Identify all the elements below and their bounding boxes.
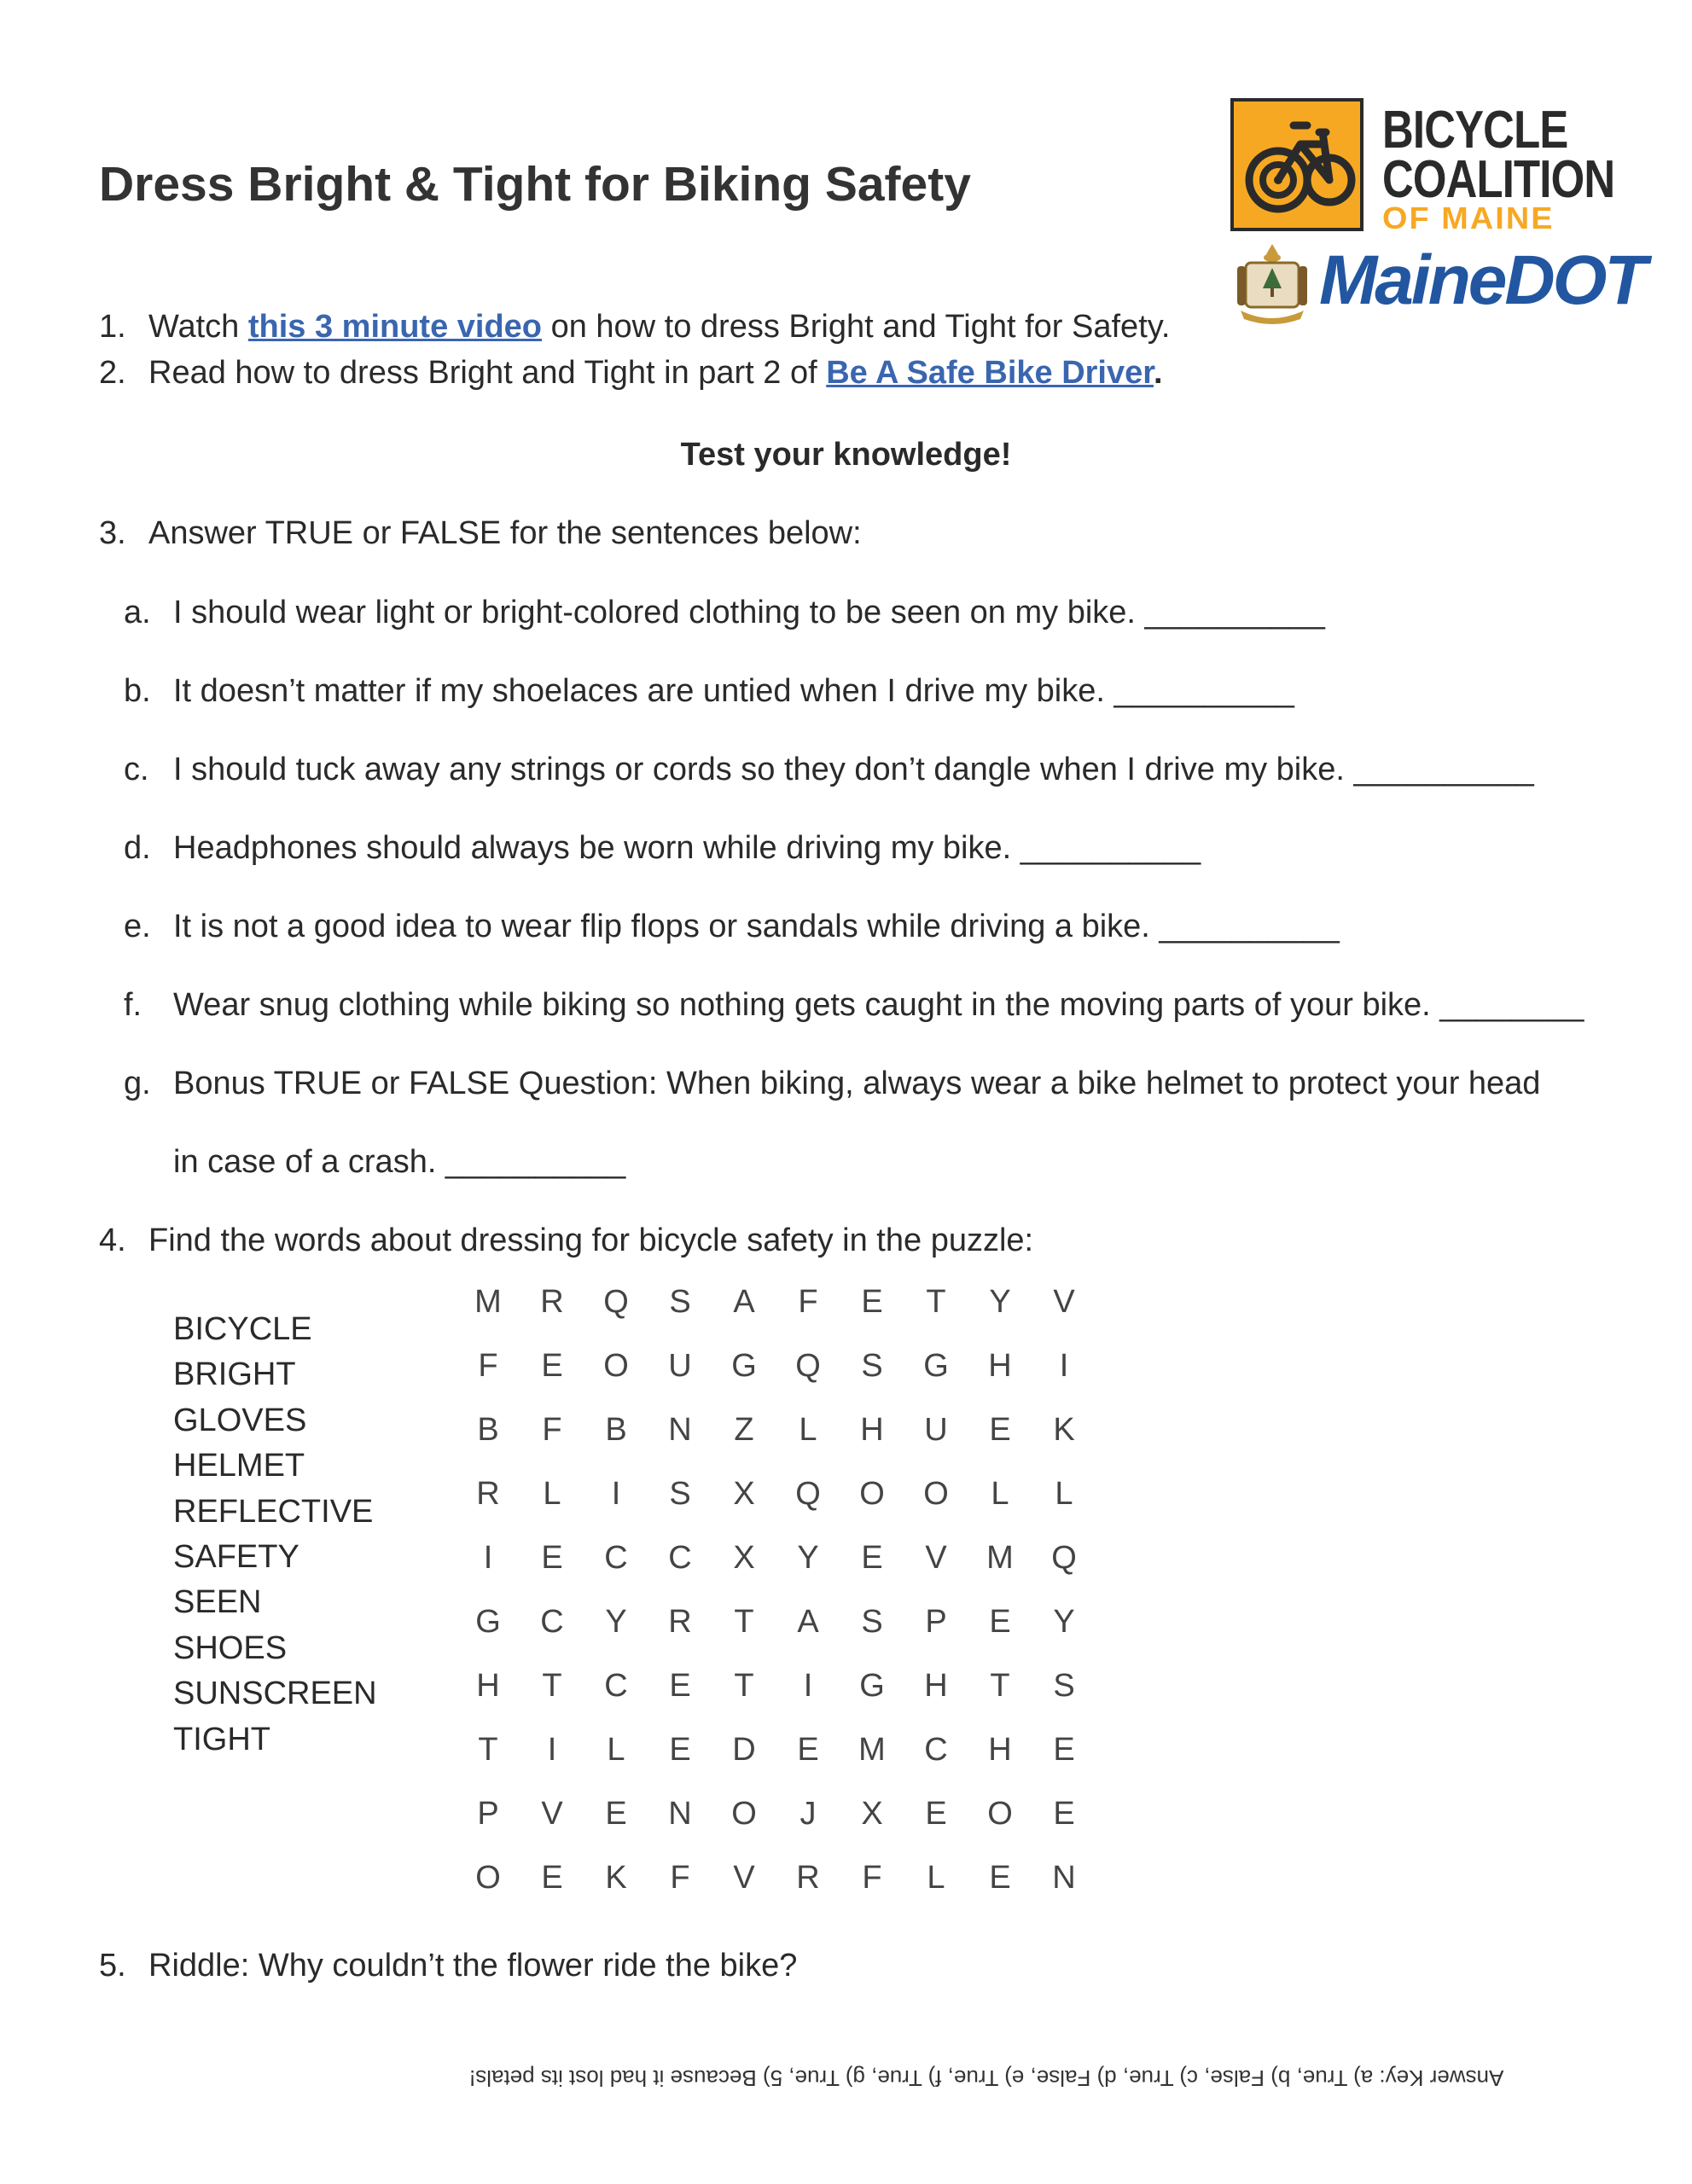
grid-letter: A — [733, 1284, 755, 1320]
grid-letter: F — [478, 1348, 498, 1384]
grid-letter: D — [732, 1732, 756, 1768]
grid-letter: E — [669, 1732, 691, 1768]
question-e: It is not a good idea to wear flip flops or sandals while driving a bike. __________ — [173, 909, 1340, 944]
step-1-number: 1. — [99, 309, 126, 345]
grid-letter: P — [477, 1796, 499, 1832]
grid-letter: O — [859, 1476, 885, 1512]
grid-letter: Y — [797, 1540, 819, 1576]
word-list-item: BICYCLE — [173, 1311, 312, 1347]
question-c: I should tuck away any strings or cords so they don’t dangle when I drive my bike. __________ — [173, 752, 1534, 787]
question-c-letter: c. — [124, 752, 149, 787]
grid-letter: Z — [734, 1412, 754, 1448]
grid-letter: Y — [605, 1604, 627, 1640]
grid-letter: L — [1055, 1476, 1073, 1512]
grid-letter: S — [1053, 1668, 1075, 1704]
grid-letter: I — [611, 1476, 621, 1512]
bicycle-coalition-logo — [1230, 98, 1614, 235]
grid-letter: F — [542, 1412, 562, 1448]
video-link[interactable]: this 3 minute video — [247, 309, 543, 345]
grid-letter: X — [733, 1476, 755, 1512]
grid-letter: E — [861, 1284, 883, 1320]
question-f: Wear snug clothing while biking so nothing gets caught in the moving parts of your bike. ________ — [173, 987, 1584, 1023]
question-d-letter: d. — [124, 830, 151, 866]
grid-letter: L — [927, 1860, 945, 1896]
word-list-item: SEEN — [173, 1584, 262, 1621]
grid-letter: K — [605, 1860, 627, 1896]
grid-letter: H — [924, 1668, 948, 1704]
grid-letter: G — [859, 1668, 885, 1704]
question-g: Bonus TRUE or FALSE Question: When biking, always wear a bike helmet to protect your head — [173, 1066, 1541, 1101]
grid-letter: E — [925, 1796, 947, 1832]
question-a: I should wear light or bright-colored clothing to be seen on my bike. __________ — [173, 595, 1325, 630]
grid-letter: E — [861, 1540, 883, 1576]
grid-letter: L — [799, 1412, 817, 1448]
word-list — [173, 1307, 377, 1763]
step-1-text-pre: Watch — [148, 309, 248, 345]
grid-letter: T — [734, 1604, 754, 1640]
grid-letter: X — [733, 1540, 755, 1576]
question-g-letter: g. — [124, 1066, 151, 1101]
grid-letter: T — [734, 1668, 754, 1704]
grid-letter: E — [541, 1540, 563, 1576]
grid-letter: Y — [989, 1284, 1011, 1320]
grid-letter: U — [924, 1412, 948, 1448]
grid-letter: F — [798, 1284, 818, 1320]
grid-letter: V — [541, 1796, 563, 1832]
step-2-number: 2. — [99, 355, 126, 391]
grid-letter: K — [1053, 1412, 1075, 1448]
grid-letter: Q — [795, 1476, 821, 1512]
question-b-letter: b. — [124, 673, 151, 709]
step-4-number: 4. — [99, 1223, 126, 1258]
grid-letter: I — [547, 1732, 557, 1768]
grid-letter: L — [543, 1476, 561, 1512]
grid-letter: E — [989, 1412, 1011, 1448]
grid-letter: O — [603, 1348, 629, 1384]
grid-letter: Q — [603, 1284, 629, 1320]
word-list-item: BRIGHT — [173, 1356, 296, 1393]
grid-letter: E — [797, 1732, 819, 1768]
grid-letter: B — [477, 1412, 499, 1448]
step-2-text-pre: Read how to dress Bright and Tight in part 2 of — [148, 355, 827, 391]
grid-letter: C — [604, 1540, 628, 1576]
bicycle-icon — [1230, 98, 1363, 231]
question-g-continued: in case of a crash. __________ — [173, 1144, 626, 1180]
logo-line-3: OF MAINE — [1382, 200, 1555, 235]
answer-key-container — [0, 2065, 1692, 2091]
question-f-letter: f. — [124, 987, 142, 1023]
grid-letter: C — [604, 1668, 628, 1704]
grid-letter: E — [989, 1860, 1011, 1896]
grid-letter: E — [1053, 1732, 1075, 1768]
grid-letter: M — [474, 1284, 502, 1320]
grid-letter: R — [540, 1284, 564, 1320]
word-list-item: GLOVES — [173, 1402, 307, 1438]
grid-letter: E — [989, 1604, 1011, 1640]
page-title: Dress Bright & Tight for Biking Safety — [99, 157, 971, 212]
word-list-item: SUNSCREEN — [173, 1676, 377, 1712]
grid-letter: C — [924, 1732, 948, 1768]
grid-letter: O — [475, 1860, 501, 1896]
step-3-number: 3. — [99, 515, 126, 551]
grid-letter: E — [541, 1348, 563, 1384]
grid-letter: O — [923, 1476, 949, 1512]
test-heading: Test your knowledge! — [680, 437, 1012, 473]
step-2-text-post: . — [1153, 355, 1163, 391]
word-list-item: REFLECTIVE — [173, 1493, 374, 1530]
grid-letter: G — [923, 1348, 949, 1384]
step-3-text: Answer TRUE or FALSE for the sentences below: — [148, 515, 862, 551]
word-list-item: SHOES — [173, 1629, 288, 1666]
grid-letter: E — [1053, 1796, 1075, 1832]
grid-letter: H — [860, 1412, 884, 1448]
answer-key: Answer Key: a) True, b) False, c) True, d) False, e) True, f) True, g) True, 5) Because it had lost its petals! — [469, 2065, 1504, 2091]
word-list-item: SAFETY — [173, 1539, 299, 1576]
grid-letter: V — [1053, 1284, 1075, 1320]
grid-letter: L — [607, 1732, 625, 1768]
mainedot-wordmark: MaineDOT — [1319, 241, 1645, 319]
grid-letter: H — [988, 1732, 1012, 1768]
grid-letter: M — [986, 1540, 1014, 1576]
grid-letter: L — [991, 1476, 1009, 1512]
step-1 — [148, 309, 1171, 346]
grid-letter: J — [799, 1796, 817, 1832]
safe-bike-driver-link[interactable]: Be A Safe Bike Driver — [826, 355, 1154, 391]
grid-letter: R — [476, 1476, 500, 1512]
question-b: It doesn’t matter if my shoelaces are untied when I drive my bike. __________ — [173, 673, 1294, 709]
grid-letter: C — [668, 1540, 692, 1576]
grid-letter: N — [668, 1412, 692, 1448]
mainedot-logo — [1234, 239, 1645, 333]
grid-letter: S — [669, 1476, 691, 1512]
grid-letter: T — [478, 1732, 498, 1768]
grid-letter: C — [540, 1604, 564, 1640]
grid-letter: S — [669, 1284, 691, 1320]
step-2 — [148, 355, 1163, 392]
question-a-letter: a. — [124, 595, 151, 630]
grid-letter: I — [803, 1668, 813, 1704]
grid-letter: F — [862, 1860, 882, 1896]
logo-line-2: COALITION — [1382, 150, 1615, 209]
step-5-number: 5. — [99, 1948, 126, 1984]
grid-letter: P — [925, 1604, 947, 1640]
grid-letter: N — [1052, 1860, 1076, 1896]
grid-letter: M — [858, 1732, 886, 1768]
grid-letter: Y — [1053, 1604, 1075, 1640]
grid-letter: G — [731, 1348, 757, 1384]
grid-letter: S — [861, 1604, 883, 1640]
grid-letter: E — [669, 1668, 691, 1704]
logo-line-1: BICYCLE — [1382, 101, 1568, 160]
grid-letter: E — [541, 1860, 563, 1896]
grid-letter: Q — [795, 1348, 821, 1384]
word-list-item: HELMET — [173, 1448, 305, 1484]
grid-letter: T — [542, 1668, 562, 1704]
grid-letter: H — [988, 1348, 1012, 1384]
grid-letter: A — [797, 1604, 819, 1640]
riddle-text: Riddle: Why couldn’t the flower ride the bike? — [148, 1948, 798, 1984]
word-list-item: TIGHT — [173, 1721, 270, 1757]
grid-letter: V — [925, 1540, 947, 1576]
grid-letter: O — [731, 1796, 757, 1832]
grid-letter: R — [796, 1860, 820, 1896]
grid-letter: U — [668, 1348, 692, 1384]
grid-letter: R — [668, 1604, 692, 1640]
grid-letter: B — [605, 1412, 627, 1448]
state-seal-icon — [1234, 241, 1311, 326]
grid-letter: O — [987, 1796, 1013, 1832]
grid-letter: Q — [1051, 1540, 1077, 1576]
grid-letter: T — [926, 1284, 946, 1320]
grid-letter: I — [483, 1540, 493, 1576]
grid-letter: H — [476, 1668, 500, 1704]
grid-letter: X — [861, 1796, 883, 1832]
grid-letter: G — [475, 1604, 501, 1640]
grid-letter: T — [990, 1668, 1010, 1704]
grid-letter: I — [1059, 1348, 1069, 1384]
grid-letter: N — [668, 1796, 692, 1832]
question-d: Headphones should always be worn while driving my bike. __________ — [173, 830, 1201, 866]
grid-letter: E — [605, 1796, 627, 1832]
grid-letter: V — [733, 1860, 755, 1896]
grid-letter: S — [861, 1348, 883, 1384]
question-e-letter: e. — [124, 909, 151, 944]
grid-letter: F — [670, 1860, 690, 1896]
step-4-text: Find the words about dressing for bicycle safety in the puzzle: — [148, 1223, 1034, 1258]
step-1-text-post: on how to dress Bright and Tight for Safety. — [542, 309, 1171, 345]
